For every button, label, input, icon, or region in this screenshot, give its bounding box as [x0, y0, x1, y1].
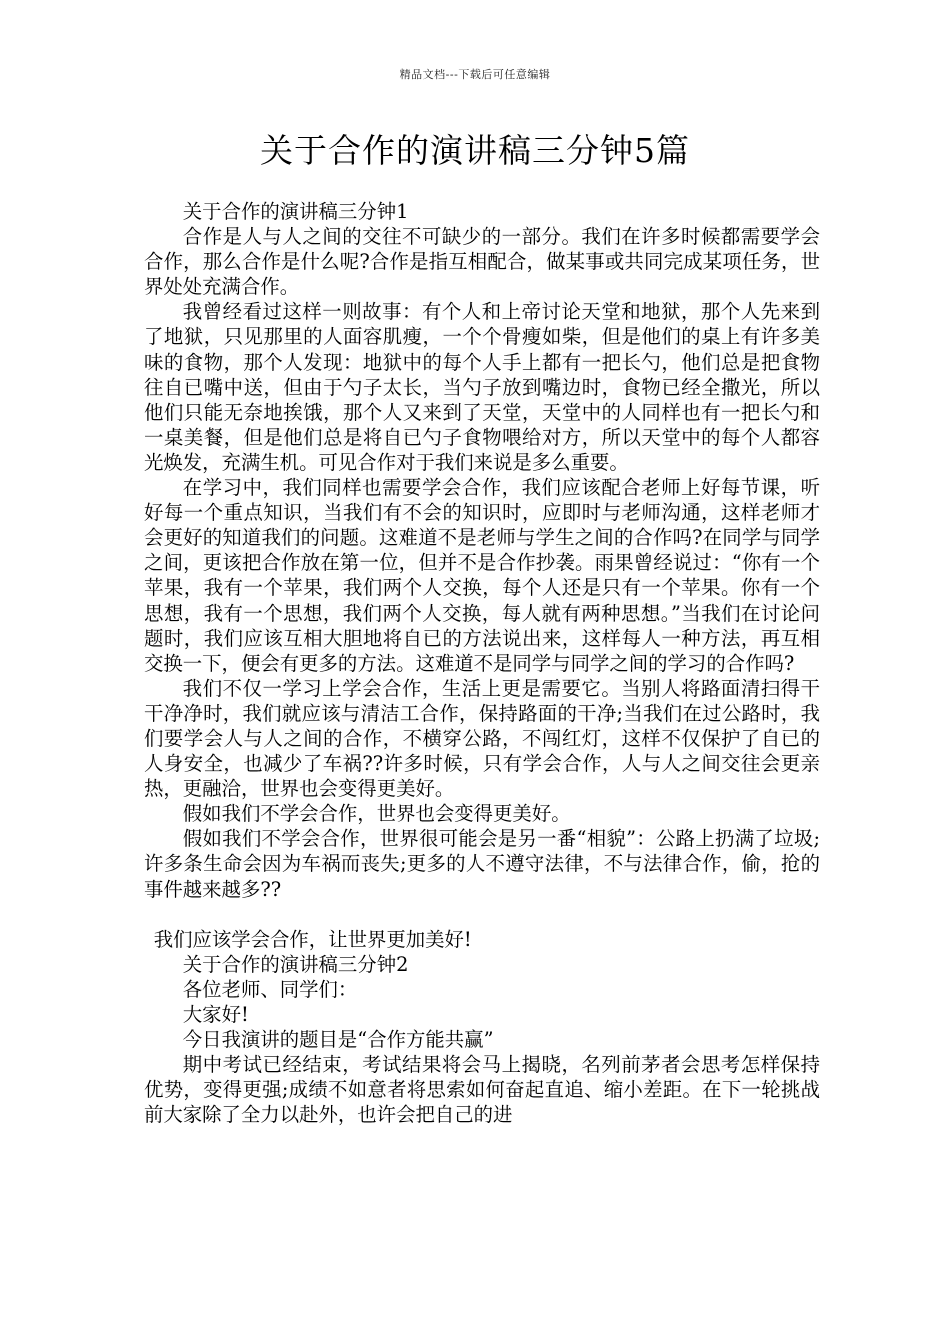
body-paragraph: 假如我们不学会合作，世界也会变得更美好。 [182, 802, 571, 826]
body-paragraph: 我们不仅一学习上学会合作，生活上更是需要它。当别人将路面清扫得干干净净时，我们就应该与清洁工合作，保持路面的干净;当我们在过公路时，我们要学会人与人之间的合作，不横穿公路，不闯红灯，这样不仅保护了自已的人身安全，也减少了车祸??许多时候，只有学会合作，人与人之间交往会更亲热，更融洽，世界也会变得更美好。 [144, 676, 820, 801]
document-body [144, 199, 820, 1127]
closing-line: 我们应该学会合作，让世界更加美好! [153, 927, 472, 951]
body-paragraph: 在学习中，我们同样也需要学会合作，我们应该配合老师上好每节课，听好每一个重点知识，当我们有不会的知识时，应即时与老师沟通，这样老师才会更好的知道我们的问题。这难道不是老师与学生之间的合作吗?在同学与同学之间，更该把合作放在第一位，但并不是合作抄袭。雨果曾经说过：“你有一个苹果，我有一个苹果，我们两个人交换，每个人还是只有一个苹果。你有一个思想，我有一个思想，我们两个人交换，每人就有两种思想。”当我们在讨论问题时，我们应该互相大胆地将自已的方法说出来，这样每人一种方法，再互相交换一下，便会有更多的方法。这难道不是同学与同学之间的学习的合作吗? [144, 476, 820, 675]
body-paragraph: 我曾经看过这样一则故事：有个人和上帝讨论天堂和地狱，那个人先来到了地狱，只见那里的人面容肌瘦，一个个骨瘦如柴，但是他们的桌上有许多美味的食物，那个人发现：地狱中的每个人手上都有一把长勺，他们总是把食物往自已嘴中送，但由于勺子太长，当勺子放到嘴边时，食物已经全撒光，所以他们只能无奈地挨饿，那个人又来到了天堂，天堂中的人同样也有一把长勺和一桌美餐，但是他们总是将自已勺子食物喂给对方，所以天堂中的每个人都容光焕发，充满生机。可见合作对于我们来说是多么重要。 [144, 300, 820, 474]
header-note: 精品文档---下载后可任意编辑 [399, 68, 551, 81]
blank-line [144, 902, 820, 927]
salutation: 各位老师、同学们： [182, 977, 358, 1001]
body-paragraph: 合作是人与人之间的交往不可缺少的一部分。我们在许多时候都需要学会合作，那么合作是什么呢?合作是指互相配合，做某事或共同完成某项任务，世界处处充满合作。 [144, 225, 820, 299]
section-heading-2: 关于合作的演讲稿三分钟2 [182, 952, 409, 976]
document-title: 关于合作的演讲稿三分钟5篇 [260, 131, 690, 170]
section-heading-1: 关于合作的演讲稿三分钟1 [182, 200, 409, 223]
greeting: 大家好! [182, 1003, 249, 1026]
speech-topic: 今日我演讲的题目是“合作方能共赢” [182, 1028, 494, 1052]
body-paragraph: 期中考试已经结束，考试结果将会马上揭晓，名列前茅者会思考怎样保持优势，变得更强;成绩不如意者将思索如何奋起直追、缩小差距。在下一轮挑战前大家除了全力以赴外，也许会把自己的进 [144, 1053, 820, 1127]
body-paragraph: 假如我们不学会合作，世界很可能会是另一番“相貌”：公路上扔满了垃圾;许多条生命会因为车祸而丧失;更多的人不遵守法律，不与法律合作，偷，抢的事件越来越多?? [144, 827, 820, 901]
